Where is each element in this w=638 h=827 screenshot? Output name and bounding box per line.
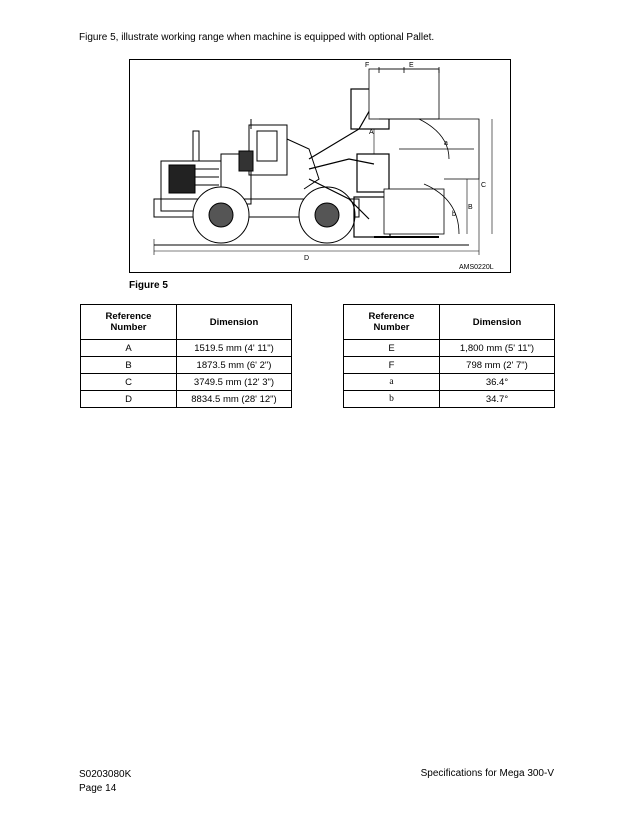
label-C: C bbox=[481, 182, 487, 189]
table-cell: 36.4° bbox=[440, 374, 555, 391]
table-header-dimension: Dimension bbox=[177, 305, 292, 340]
table-row bbox=[81, 357, 292, 374]
table-cell: A bbox=[81, 340, 177, 357]
table-header-reference: Reference Number bbox=[81, 305, 177, 340]
table-cell: F bbox=[344, 357, 440, 374]
table-cell: 34.7° bbox=[440, 391, 555, 408]
drawing-code: AMS0220L bbox=[459, 264, 494, 271]
dimension-table-right bbox=[343, 304, 555, 408]
figure-caption: Figure 5 bbox=[129, 280, 168, 291]
footer-left bbox=[79, 768, 131, 796]
table-row bbox=[344, 340, 555, 357]
figure-5-drawing bbox=[129, 59, 511, 273]
wheel-loader-diagram bbox=[129, 59, 511, 273]
intro-text: Figure 5, illustrate working range when machine is equipped with optional Pallet. bbox=[79, 32, 435, 43]
label-b: b bbox=[452, 211, 456, 218]
table-cell: E bbox=[344, 340, 440, 357]
table-header-dimension: Dimension bbox=[440, 305, 555, 340]
doc-number: S0203080K bbox=[79, 769, 132, 780]
table-row bbox=[81, 374, 292, 391]
dimension-table-left bbox=[80, 304, 292, 408]
label-A: A bbox=[369, 129, 374, 136]
table-row bbox=[81, 391, 292, 408]
page-number: Page 14 bbox=[79, 783, 117, 794]
table-cell: 798 mm (2' 7") bbox=[440, 357, 555, 374]
table-cell: 1873.5 mm (6' 2") bbox=[177, 357, 292, 374]
label-F: F bbox=[365, 62, 370, 69]
table-cell: 3749.5 mm (12' 3") bbox=[177, 374, 292, 391]
table-row bbox=[344, 391, 555, 408]
table-cell: 1519.5 mm (4' 11") bbox=[177, 340, 292, 357]
table-cell: C bbox=[81, 374, 177, 391]
table-row bbox=[81, 340, 292, 357]
table-row bbox=[344, 374, 555, 391]
table-cell: 1,800 mm (5' 11") bbox=[440, 340, 555, 357]
table-cell: b bbox=[344, 391, 440, 408]
footer-title: Specifications for Mega 300-V bbox=[420, 768, 554, 779]
table-cell: B bbox=[81, 357, 177, 374]
label-D: D bbox=[304, 255, 310, 262]
table-header-reference: Reference Number bbox=[344, 305, 440, 340]
label-B: B bbox=[468, 204, 473, 211]
table-cell: D bbox=[81, 391, 177, 408]
table-cell: 8834.5 mm (28' 12") bbox=[177, 391, 292, 408]
label-E: E bbox=[409, 62, 414, 69]
table-cell: a bbox=[344, 374, 440, 391]
label-a: a bbox=[444, 140, 448, 147]
table-row bbox=[344, 357, 555, 374]
